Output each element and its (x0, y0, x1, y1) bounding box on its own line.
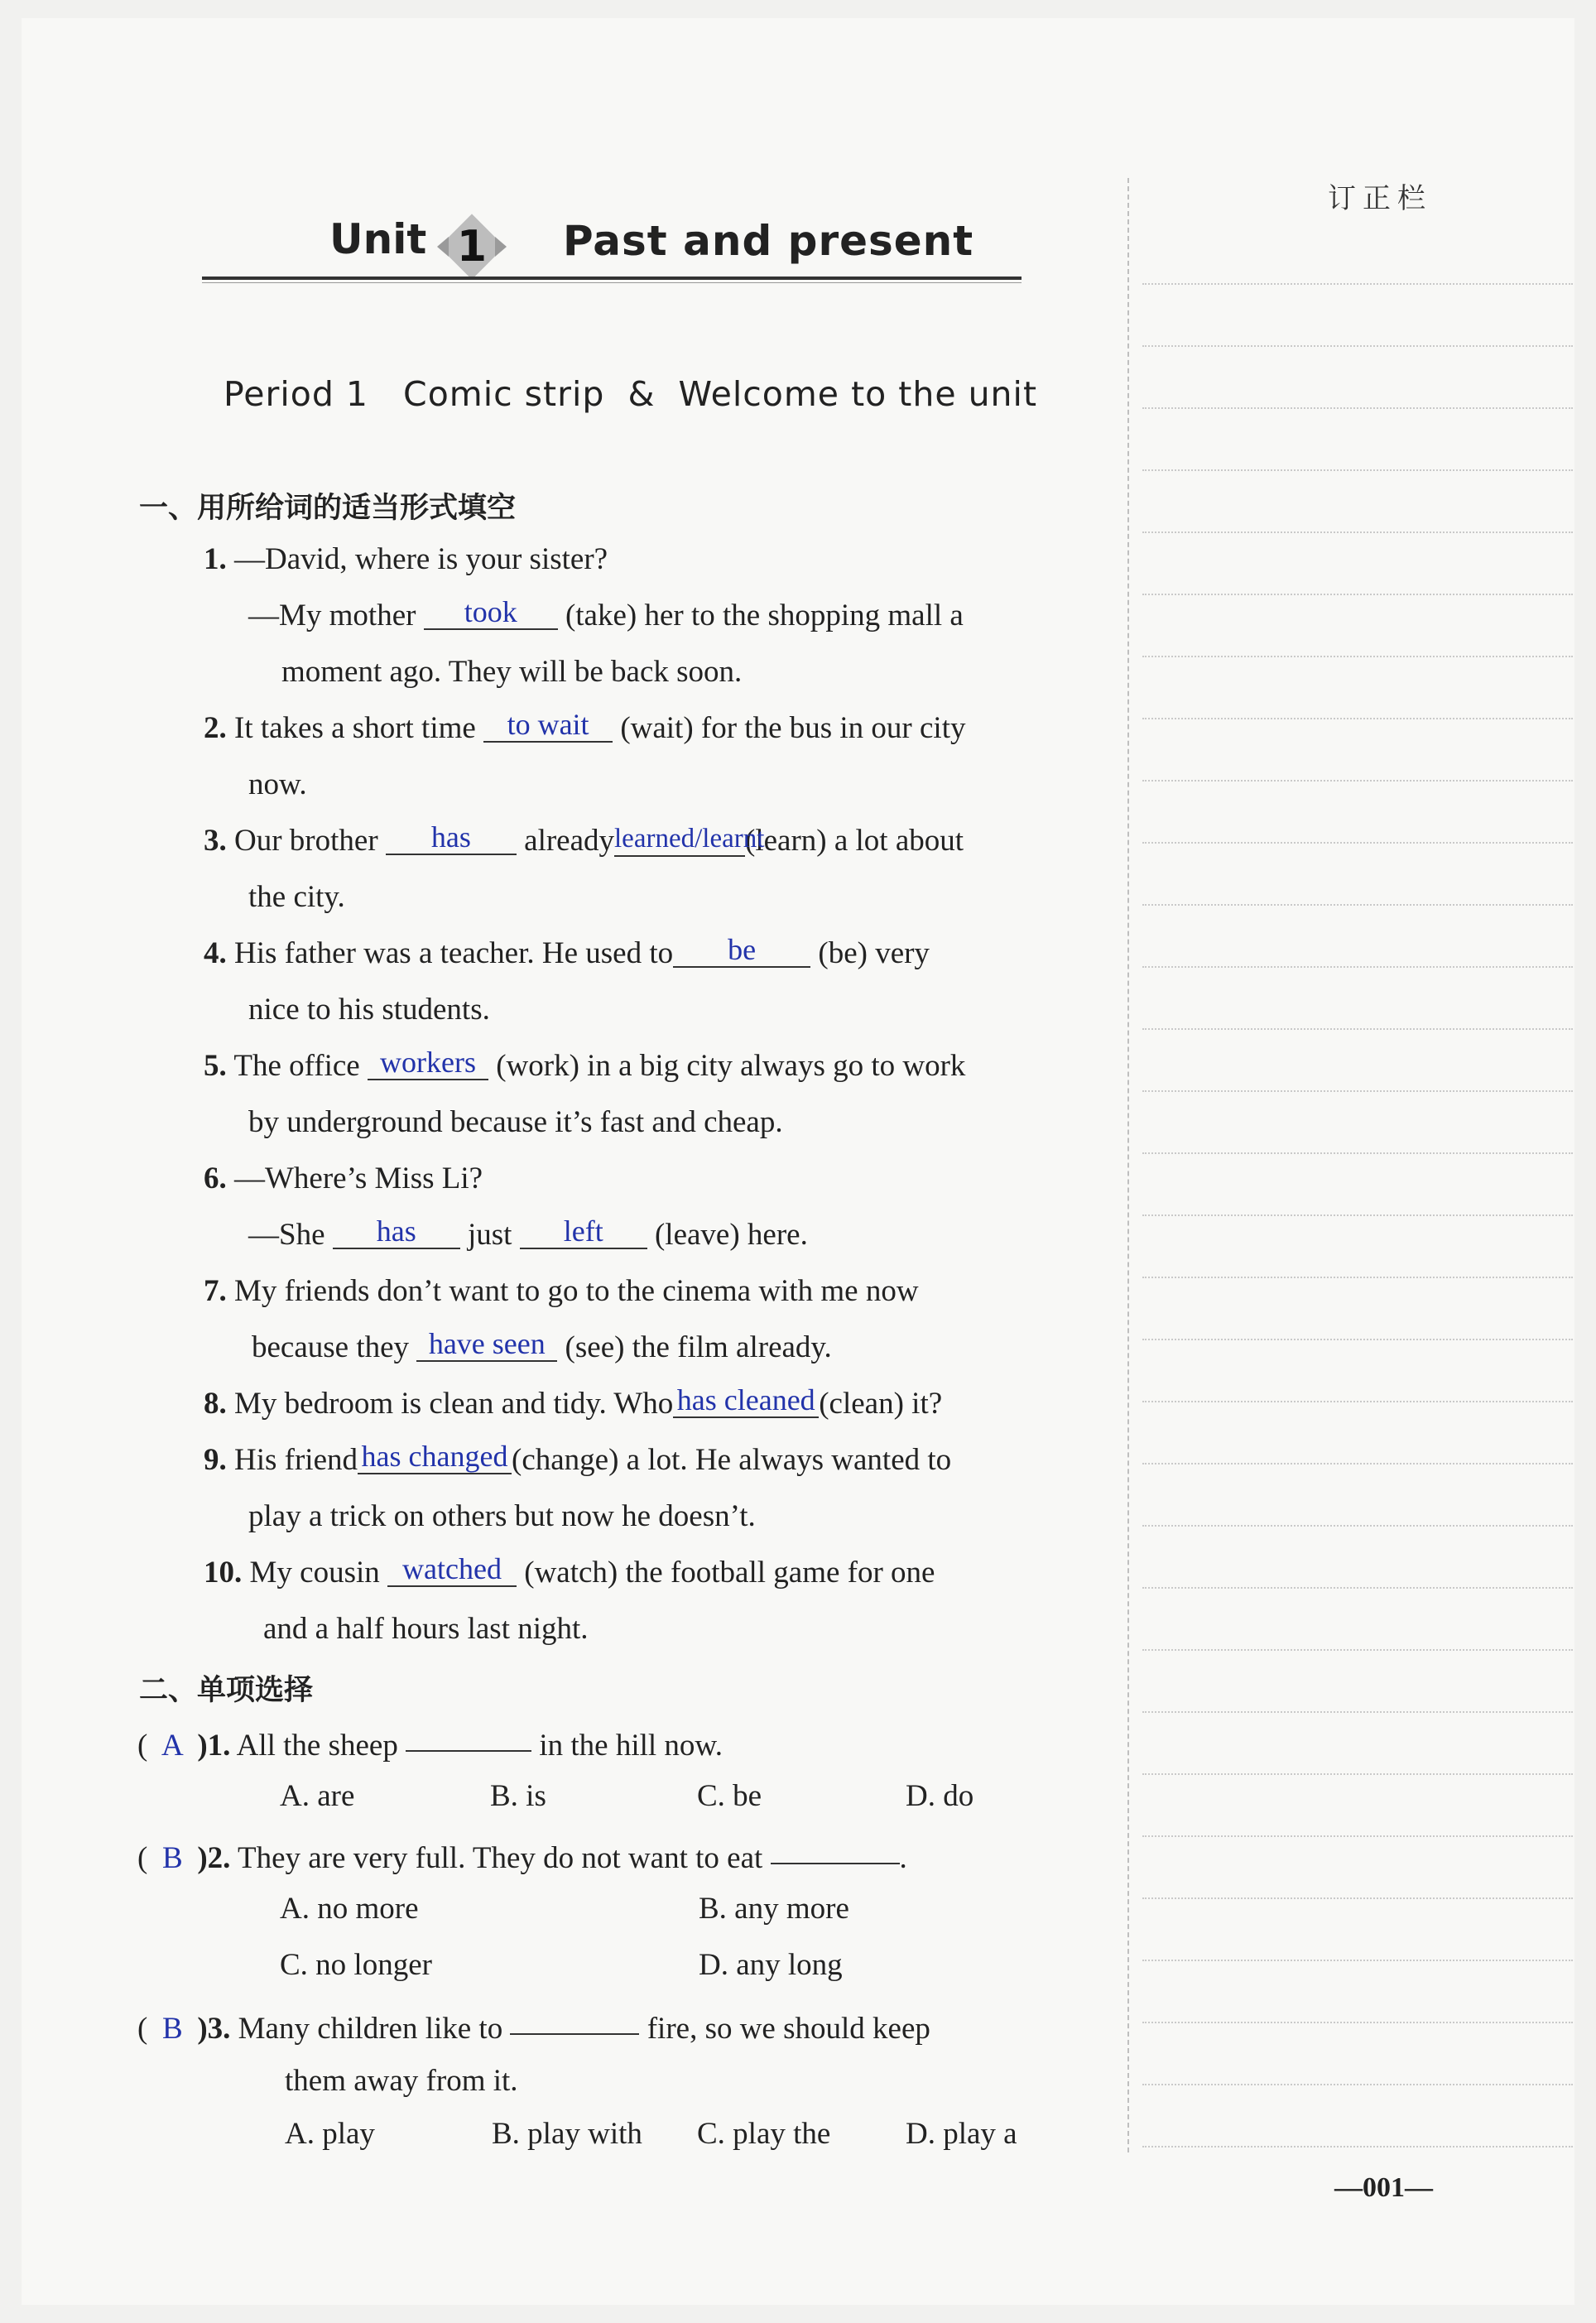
unit-name: Past and present (563, 217, 974, 265)
exercise-1-line-1 (204, 538, 608, 581)
correction-line (1142, 1214, 1573, 1216)
answer-blank[interactable]: watched (387, 1552, 517, 1587)
section2-title: 二、单项选择 (139, 1674, 314, 1707)
question-blank (510, 2000, 639, 2035)
exercise-number: 9. (204, 1443, 227, 1477)
exercise-1-line-2 (248, 594, 964, 637)
exercise-text: already (524, 824, 615, 858)
correction-line (1142, 1401, 1573, 1402)
unit-number: 1 (456, 222, 488, 272)
correction-line (1142, 531, 1573, 533)
answer-blank[interactable]: has cleaned (673, 1383, 819, 1418)
choice-2-question (137, 1833, 907, 1876)
question-blank (406, 1717, 531, 1752)
page-number: —001— (1334, 2172, 1433, 2203)
exercise-text: My friends don’t want to go to the cinema with me now (234, 1274, 919, 1308)
exercise-text: (learn) a lot about (745, 824, 964, 858)
exercise-text: (clean) it? (819, 1387, 943, 1421)
exercise-text: (take) her to the shopping mall a (565, 599, 964, 632)
correction-line (1142, 2084, 1573, 2085)
correction-line (1142, 1587, 1573, 1589)
exercise-7-line-1 (204, 1270, 919, 1313)
exercise-4-line-2: nice to his students. (248, 993, 490, 1027)
answer-blank[interactable]: left (520, 1214, 647, 1249)
exercise-3-line-1 (204, 820, 964, 863)
exercise-number: 8. (204, 1387, 227, 1421)
correction-line (1142, 1649, 1573, 1651)
correction-line (1142, 2022, 1573, 2023)
exercise-4-line-1 (204, 932, 930, 975)
exercise-7-line-2 (252, 1326, 832, 1369)
exercise-6-line-2 (248, 1214, 808, 1257)
choice-1-option-d[interactable]: D. do (906, 1779, 974, 1813)
exercise-number: 7. (204, 1274, 227, 1308)
question-text: . (899, 1841, 907, 1875)
exercise-text: (leave) here. (654, 1218, 808, 1252)
choice-answer[interactable]: A (161, 1729, 184, 1763)
unit-word: Unit (329, 215, 427, 263)
correction-line (1142, 407, 1573, 409)
correction-line (1142, 2146, 1573, 2147)
answer-paren-open: ( (137, 2012, 148, 2046)
choice-3-question-line-2: them away from it. (285, 2064, 518, 2098)
exercise-text: (wait) for the bus in our city (620, 711, 966, 745)
exercise-number: 1. (204, 542, 227, 576)
answer-blank[interactable]: took (424, 595, 558, 630)
choice-2-option-a[interactable]: A. no more (280, 1892, 419, 1926)
correction-line (1142, 1773, 1573, 1775)
correction-line (1142, 718, 1573, 719)
question-text: They are very full. They do not want to eat (238, 1841, 763, 1875)
exercise-text: The office (233, 1049, 360, 1083)
choice-3-option-a[interactable]: A. play (285, 2117, 375, 2151)
correction-line (1142, 283, 1573, 285)
correction-line (1142, 1960, 1573, 1961)
answer-paren-open: ( (137, 1729, 148, 1763)
question-blank (771, 1830, 900, 1864)
choice-3-option-c[interactable]: C. play the (697, 2117, 831, 2151)
choice-answer[interactable]: B (161, 2012, 183, 2046)
exercise-number: 5. (204, 1049, 227, 1083)
exercise-text: just (468, 1218, 512, 1252)
exercise-2-line-1 (204, 707, 965, 750)
exercise-text: (see) the film already. (565, 1330, 832, 1364)
choice-3-option-d[interactable]: D. play a (906, 2117, 1017, 2151)
exercise-10-line-1 (204, 1551, 935, 1594)
correction-line (1142, 1463, 1573, 1464)
correction-line (1142, 1090, 1573, 1092)
exercise-2-line-2: now. (248, 767, 307, 801)
choice-2-option-d[interactable]: D. any long (699, 1948, 843, 1982)
question-text: fire, so we should keep (647, 2012, 930, 2046)
answer-blank[interactable]: has (333, 1214, 460, 1249)
answer-blank[interactable]: have seen (416, 1327, 557, 1362)
choice-number: )2. (197, 1841, 231, 1875)
choice-1-option-b[interactable]: B. is (490, 1779, 546, 1813)
exercise-text: My cousin (249, 1556, 380, 1590)
exercise-text: (be) very (818, 936, 930, 970)
exercise-6-line-1 (204, 1157, 483, 1200)
exercise-text: Our brother (234, 824, 378, 858)
correction-line (1142, 345, 1573, 347)
exercise-text: It takes a short time (234, 711, 476, 745)
choice-3-question (137, 2003, 930, 2046)
choice-answer[interactable]: B (161, 1841, 183, 1875)
exercise-text: —My mother (248, 599, 416, 632)
exercise-text: because they (252, 1330, 410, 1364)
period-title: Period 1 Comic strip & Welcome to the unit (224, 374, 1038, 414)
correction-line (1142, 1711, 1573, 1713)
exercise-3-line-2: the city. (248, 880, 345, 914)
exercise-text: His friend (234, 1443, 358, 1477)
exercise-10-line-2: and a half hours last night. (263, 1612, 589, 1646)
choice-1-option-c[interactable]: C. be (697, 1779, 762, 1813)
question-text: in the hill now. (539, 1729, 723, 1763)
correction-line (1142, 656, 1573, 657)
unit-number-badge (437, 212, 507, 281)
correction-line (1142, 842, 1573, 844)
correction-line (1142, 469, 1573, 471)
correction-line (1142, 1277, 1573, 1278)
exercise-5-line-2: by underground because it’s fast and cheap. (248, 1105, 783, 1139)
answer-paren-open: ( (137, 1841, 148, 1875)
choice-number: )1. (197, 1729, 231, 1763)
answer-blank[interactable]: workers (368, 1046, 488, 1080)
choice-3-option-b[interactable]: B. play with (492, 2117, 642, 2151)
exercise-text: (watch) the football game for one (524, 1556, 935, 1590)
exercise-number: 4. (204, 936, 227, 970)
exercise-text: His father was a teacher. He used to (234, 936, 674, 970)
exercise-text: —David, where is your sister? (234, 542, 608, 576)
exercise-8-line-1 (204, 1383, 942, 1426)
exercise-9-line-1 (204, 1439, 951, 1482)
answer-blank[interactable]: learned/learnt (614, 822, 745, 857)
correction-line (1142, 1339, 1573, 1340)
exercise-1-line-3: moment ago. They will be back soon. (281, 655, 743, 689)
correction-line (1142, 1835, 1573, 1837)
correction-line (1142, 1525, 1573, 1527)
correction-line (1142, 780, 1573, 782)
unit-title (329, 212, 1025, 278)
exercise-number: 10. (204, 1556, 243, 1590)
correction-line (1142, 966, 1573, 968)
choice-number: )3. (197, 2012, 231, 2046)
correction-line (1142, 1028, 1573, 1030)
answer-blank[interactable]: has (386, 820, 517, 855)
exercise-text: My bedroom is clean and tidy. Who (234, 1387, 674, 1421)
title-rule-thin (202, 282, 1022, 283)
question-text: All the sheep (236, 1729, 398, 1763)
exercise-number: 3. (204, 824, 227, 858)
title-rule (202, 277, 1022, 280)
exercise-text: —She (248, 1218, 325, 1252)
answer-blank[interactable]: be (673, 933, 810, 968)
choice-1-question (137, 1720, 723, 1763)
section1-title: 一、用所给词的适当形式填空 (139, 492, 517, 525)
answer-blank[interactable]: to wait (483, 708, 613, 743)
question-text: Many children like to (238, 2012, 503, 2046)
exercise-5-line-1 (204, 1045, 965, 1088)
choice-1-option-a[interactable]: A. are (280, 1779, 355, 1813)
correction-line (1142, 1152, 1573, 1154)
exercise-number: 2. (204, 711, 227, 745)
exercise-text: —Where’s Miss Li? (234, 1162, 483, 1195)
exercise-text: (change) a lot. He always wanted to (512, 1443, 952, 1477)
choice-2-option-b[interactable]: B. any more (699, 1892, 849, 1926)
correction-column-title: 订正栏 (1328, 182, 1432, 215)
exercise-number: 6. (204, 1162, 227, 1195)
column-divider (1127, 178, 1129, 2152)
correction-line (1142, 1897, 1573, 1899)
answer-blank[interactable]: has changed (358, 1440, 512, 1474)
exercise-9-line-2: play a trick on others but now he doesn’t. (248, 1499, 756, 1533)
choice-2-option-c[interactable]: C. no longer (280, 1948, 432, 1982)
correction-line (1142, 904, 1573, 906)
correction-line (1142, 594, 1573, 595)
exercise-text: (work) in a big city always go to work (496, 1049, 966, 1083)
